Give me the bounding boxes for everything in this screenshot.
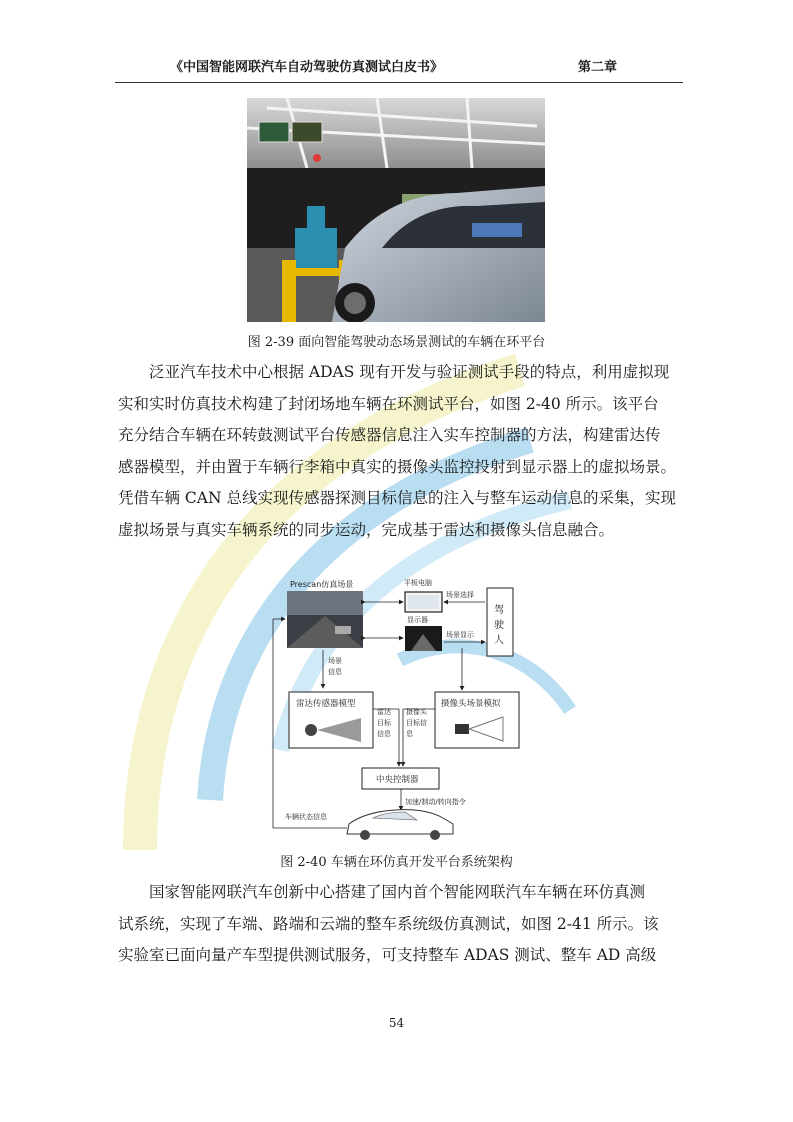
header-rule [115, 82, 683, 83]
vehicle-state-label: 车辆状态信息 [285, 813, 327, 821]
vehicle-icon [347, 810, 453, 840]
radar-model-label: 雷达传感器模型 [296, 699, 356, 709]
camera-model-label: 摄像头场景模拟 [441, 699, 501, 709]
central-controller-label: 中央控制器 [376, 775, 419, 785]
radar-info-label: 雷达 [377, 708, 391, 716]
figure-2-39-caption: 图 2-39 面向智能驾驶动态场景测试的车辆在环平台 [247, 335, 546, 350]
radar-info-label: 信息 [377, 730, 391, 738]
paragraph-1 [118, 357, 678, 546]
running-header-chapter: 第二章 [578, 60, 618, 75]
figure-2-40-caption: 图 2-40 车辆在环仿真开发平台系统架构 [280, 855, 513, 870]
system-architecture-diagram [265, 576, 527, 842]
page-number: 54 [388, 1016, 405, 1030]
tablet-label: 平板电脑 [404, 579, 432, 587]
paragraph-1-line: 凭借车辆 CAN 总线实现传感器探测目标信息的注入与整车运动信息的采集，实现 [118, 489, 676, 507]
paragraph-1-line: 实和实时仿真技术构建了封闭场地车辆在环测试平台，如图 2-40 所示。该平台 [118, 394, 659, 413]
vehicle-in-loop-photo [247, 98, 545, 322]
paragraph-2-line: 国家智能网联汽车创新中心搭建了国内首个智能网联汽车车辆在环仿真测 [149, 883, 646, 901]
prescan-scene-image [287, 591, 363, 648]
display-image [405, 626, 442, 651]
camera-info-label: 目标信 [406, 719, 427, 727]
paragraph-2-line: 试系统，实现了车端、路端和云端的整车系统级仿真测试，如图 2-41 所示。该 [118, 914, 659, 933]
paragraph-1-line: 充分结合车辆在环转鼓测试平台传感器信息注入实车控制器的方法，构建雷达传 [118, 426, 661, 444]
driver-label: 驶 [494, 620, 504, 631]
paragraph-2 [118, 877, 678, 972]
driver-label: 人 [494, 635, 504, 646]
camera-info-label: 摄像头 [406, 708, 427, 716]
display-label: 显示器 [407, 616, 428, 624]
scene-show-label: 场景显示 [446, 631, 474, 639]
radar-info-label: 目标 [377, 719, 391, 727]
scene-info-label: 场景 [328, 657, 342, 665]
paragraph-1-line: 虚拟场景与真实车辆系统的同步运动，完成基于雷达和摄像头信息融合。 [118, 520, 615, 539]
paragraph-2-line: 实验室已面向量产车型提供测试服务，可支持整车 ADAS 测试、整车 AD 高级 [118, 946, 657, 964]
paragraph-1-line: 感器模型，并由置于车辆行李箱中真实的摄像头监控投射到显示器上的虚拟场景。 [118, 457, 677, 476]
commands-label: 加速/制动/转向指令 [405, 798, 466, 806]
driver-label: 驾 [494, 605, 504, 616]
running-header-title: 《中国智能网联汽车自动驾驶仿真测试白皮书》 [170, 60, 444, 75]
scene-info-label: 信息 [328, 668, 342, 676]
prescan-label: Prescan仿真场景 [290, 580, 354, 589]
camera-info-label: 息 [406, 730, 413, 738]
paragraph-1-line: 泛亚汽车技术中心根据 ADAS 现有开发与验证测试手段的特点，利用虚拟现 [149, 363, 670, 381]
scene-select-label: 场景选择 [446, 591, 474, 599]
tablet-image [405, 592, 442, 612]
